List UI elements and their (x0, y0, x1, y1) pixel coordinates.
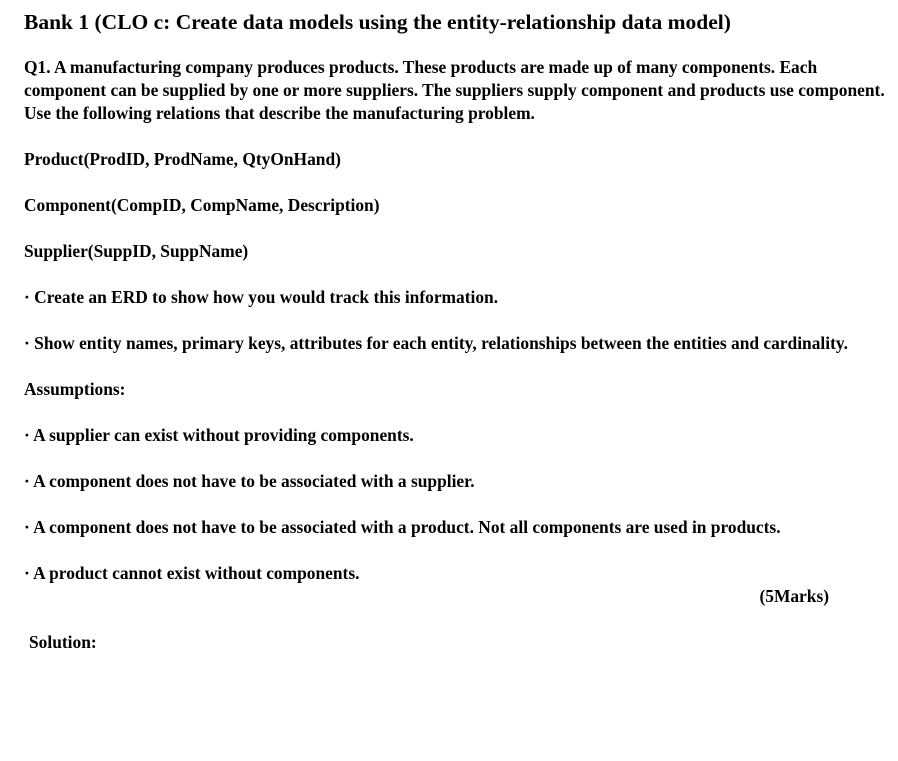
task-item: · Show entity names, primary keys, attributes for each entity, relationships between the entities and cardinality. (24, 333, 848, 353)
task-item: · Create an ERD to show how you would track this information. (24, 287, 499, 307)
solution-label: Solution: (29, 632, 97, 652)
assumption-item: · A supplier can exist without providing components. (24, 425, 414, 445)
assumptions-heading: Assumptions: (24, 379, 126, 399)
page-title: Bank 1 (CLO c: Create data models using the entity-relationship data model) (24, 10, 731, 34)
relation-product: Product(ProdID, ProdName, QtyOnHand) (24, 149, 341, 169)
marks-label: (5Marks) (759, 586, 829, 606)
relation-component: Component(CompID, CompName, Description) (24, 195, 380, 215)
assumption-item: · A component does not have to be associated with a supplier. (24, 471, 475, 491)
relation-supplier: Supplier(SuppID, SuppName) (24, 241, 249, 261)
question-text: Q1. A manufacturing company produces products. These products are made up of many components. Each component can be supplied by one or more suppliers. The suppliers supply component and products use component. Use the following relations that describe the manufacturing problem. (24, 57, 885, 123)
document-body (24, 8, 892, 654)
assumption-item: · A component does not have to be associated with a product. Not all components are used in products. (24, 517, 781, 537)
assumption-item: · A product cannot exist without components. (24, 563, 360, 583)
